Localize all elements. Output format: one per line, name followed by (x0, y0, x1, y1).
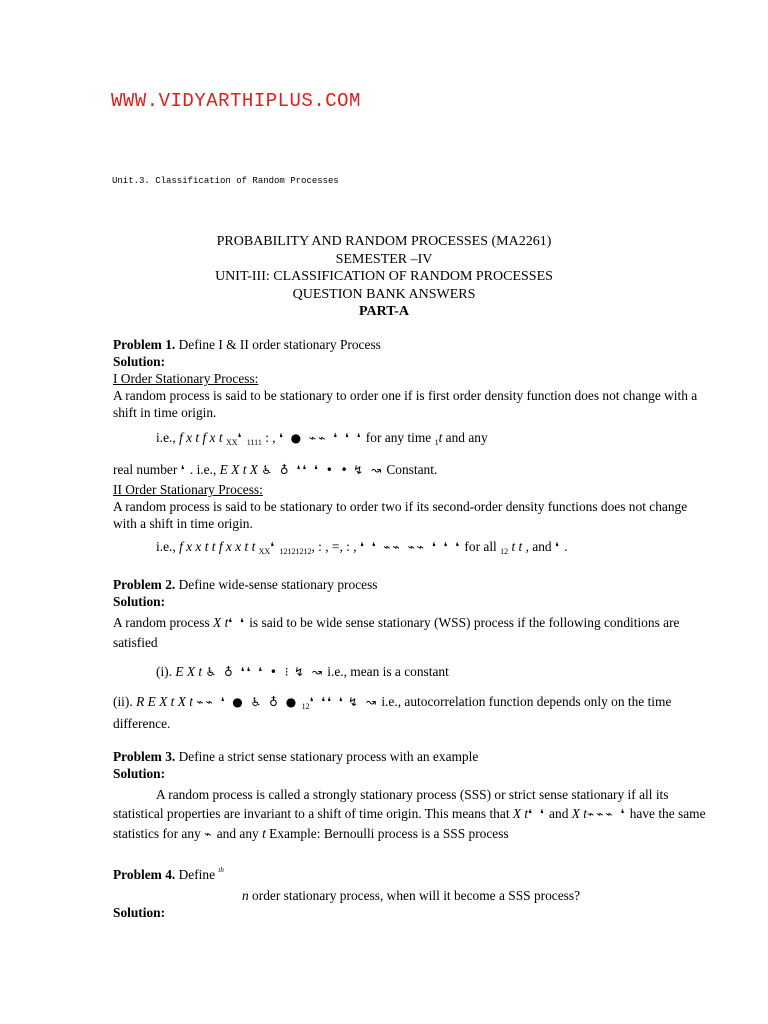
formula-math: n (242, 888, 249, 903)
formula-end: Constant. (383, 462, 438, 477)
formula-end: i.e., mean is a constant (323, 664, 449, 679)
problem-4-label: Problem 4. (113, 867, 176, 882)
formula-mid: . i.e., (186, 462, 220, 477)
wss-condition-2 (113, 693, 713, 732)
text-prefix: A random process (113, 615, 214, 630)
semester-label: SEMESTER –IV (335, 251, 433, 267)
problem-2-solution-label: Solution: (113, 594, 166, 609)
formula-glyph: ❛ (237, 431, 244, 445)
wss-definition (113, 613, 713, 653)
course-title: PROBABILITY AND RANDOM PROCESSES (MA2261) (216, 234, 552, 249)
formula-math: E X t X (219, 462, 258, 477)
formula-glyph: ⌁⌁ ❛ ● ♿ ♁ ● (196, 695, 299, 709)
problem-3-solution-label: Solution: (113, 766, 166, 781)
formula-glyph: ↯ ↝ (293, 665, 324, 679)
formula-glyph: ❛ ● ⌁⌁ ❛ ❛ ❛ (278, 431, 363, 445)
unit-running-header: Unit.3. Classification of Random Processes (112, 176, 339, 186)
formula-glyph: ♿ ♁ ❛❛ ❛ • • (261, 463, 350, 477)
second-order-subtitle: II Order Stationary Process: (113, 482, 263, 497)
problem-1-text: Define I & II order stationary Process (175, 337, 381, 352)
problem-1-label: Problem 1. (113, 337, 176, 352)
problem-2-question (113, 576, 713, 593)
formula-sub: 12 (301, 702, 310, 711)
formula-math: E X t (175, 664, 203, 679)
formula-punct: , : , =, : , (311, 539, 357, 554)
formula-glyph: ↯ ↝ (348, 695, 378, 709)
problem-1-question (113, 336, 713, 353)
text-body: A random process is called a strongly stationary process (SSS) or strict sense stationary if all its statistical properties are invariant to a shift of time origin. This means that (113, 787, 669, 821)
formula-sub: 12121212 (279, 547, 312, 556)
part-label: PART-A (358, 304, 410, 319)
formula-end: and any (442, 430, 488, 445)
formula-glyph: ❛ ❛ (228, 616, 246, 630)
formula-sub: XX (225, 438, 238, 447)
formula-suffix: for any time (362, 430, 435, 445)
th-superscript: th (218, 866, 224, 874)
problem-2-text: Define wide-sense stationary process (175, 577, 378, 592)
unit-title: UNIT-III: CLASSIFICATION OF RANDOM PROCESSES (215, 269, 553, 284)
formula-glyph: ❛ (270, 540, 277, 554)
formula-glyph: ⌁ (204, 827, 214, 841)
formula-prefix: (i). (156, 664, 176, 679)
formula-prefix: real number (113, 462, 181, 477)
formula-sub: 1 (434, 438, 439, 447)
second-order-formula (113, 538, 713, 560)
document-body (113, 336, 713, 921)
formula-math: t (438, 430, 443, 445)
formula-math: X t (571, 806, 587, 821)
formula-prefix: i.e., (156, 539, 180, 554)
formula-math: X t (512, 806, 529, 821)
text-mid: have the same statistics for any (113, 806, 706, 841)
first-order-formula-2 (113, 461, 713, 479)
formula-end: . (560, 539, 568, 554)
sss-definition (113, 785, 713, 844)
formula-glyph: ❛ ❛ ⌁⌁ ⌁⌁ ❛ ❛ ❛ (359, 540, 462, 554)
problem-3-question (113, 748, 713, 765)
text-body: order stationary process, when will it become a SSS process? (248, 888, 581, 903)
formula-suffix: for all (461, 539, 501, 554)
formula-glyph: ❛ (554, 540, 561, 554)
first-order-formula (113, 429, 713, 451)
problem-4-continuation (113, 887, 713, 904)
text-and: and (545, 806, 572, 821)
second-order-definition: A random process is said to be stationary to order two if its second-order density functions does not change with a shift in time origin. (113, 499, 688, 531)
first-order-definition: A random process is said to be stationary to order one if is first order density function does not change with a shift in time origin. (113, 388, 698, 420)
formula-math: t (262, 826, 266, 841)
formula-math: f x x t t f x x t t (179, 539, 256, 554)
formula-glyph: ⌁⌁⌁ ❛ (586, 807, 627, 821)
formula-math: R E X t X t (136, 694, 193, 709)
question-bank-label: QUESTION BANK ANSWERS (292, 286, 476, 302)
problem-4-solution-label: Solution: (113, 905, 166, 920)
site-url-header[interactable]: WWW.VIDYARTHIPLUS.COM (111, 90, 361, 112)
text-end: Example: Bernoulli process is a SSS process (265, 826, 509, 841)
formula-prefix: i.e., (156, 430, 180, 445)
formula-end: , and (522, 539, 555, 554)
formula-math: f x t f x t (179, 430, 223, 445)
formula-sub: 1111 (246, 438, 262, 447)
formula-glyph: ♿ ♁ ❛❛ ❛ • ⁝ (205, 665, 291, 679)
formula-end: i.e., autocorrelation function depends only on the time difference. (113, 694, 672, 731)
formula-sub: 12 (500, 547, 509, 556)
formula-math: X t (213, 615, 229, 630)
formula-prefix: (ii). (113, 694, 137, 709)
formula-punct: : , (261, 430, 276, 445)
formula-glyph: ↯ ↝ (353, 463, 384, 477)
wss-condition-1 (113, 663, 713, 681)
problem-3-label: Problem 3. (113, 749, 176, 764)
formula-glyph: ❛ ❛❛ ❛ (309, 695, 345, 709)
text-mid: and any (213, 826, 263, 841)
problem-3-text: Define a strict sense stationary process with an example (175, 749, 479, 764)
first-order-subtitle: I Order Stationary Process: (113, 371, 259, 386)
formula-sub: XX (258, 547, 271, 556)
problem-2-label: Problem 2. (113, 577, 176, 592)
problem-1-solution-label: Solution: (113, 354, 166, 369)
formula-glyph: ❛ (180, 463, 187, 477)
text-suffix: is said to be wide sense stationary (WSS) process if the following conditions are satisfied (113, 615, 680, 650)
document-heading (0, 233, 768, 321)
problem-4-question (113, 862, 713, 883)
formula-glyph: ❛ ❛ (528, 807, 546, 821)
formula-math: t t (508, 539, 523, 554)
problem-4-text: Define (175, 867, 219, 882)
